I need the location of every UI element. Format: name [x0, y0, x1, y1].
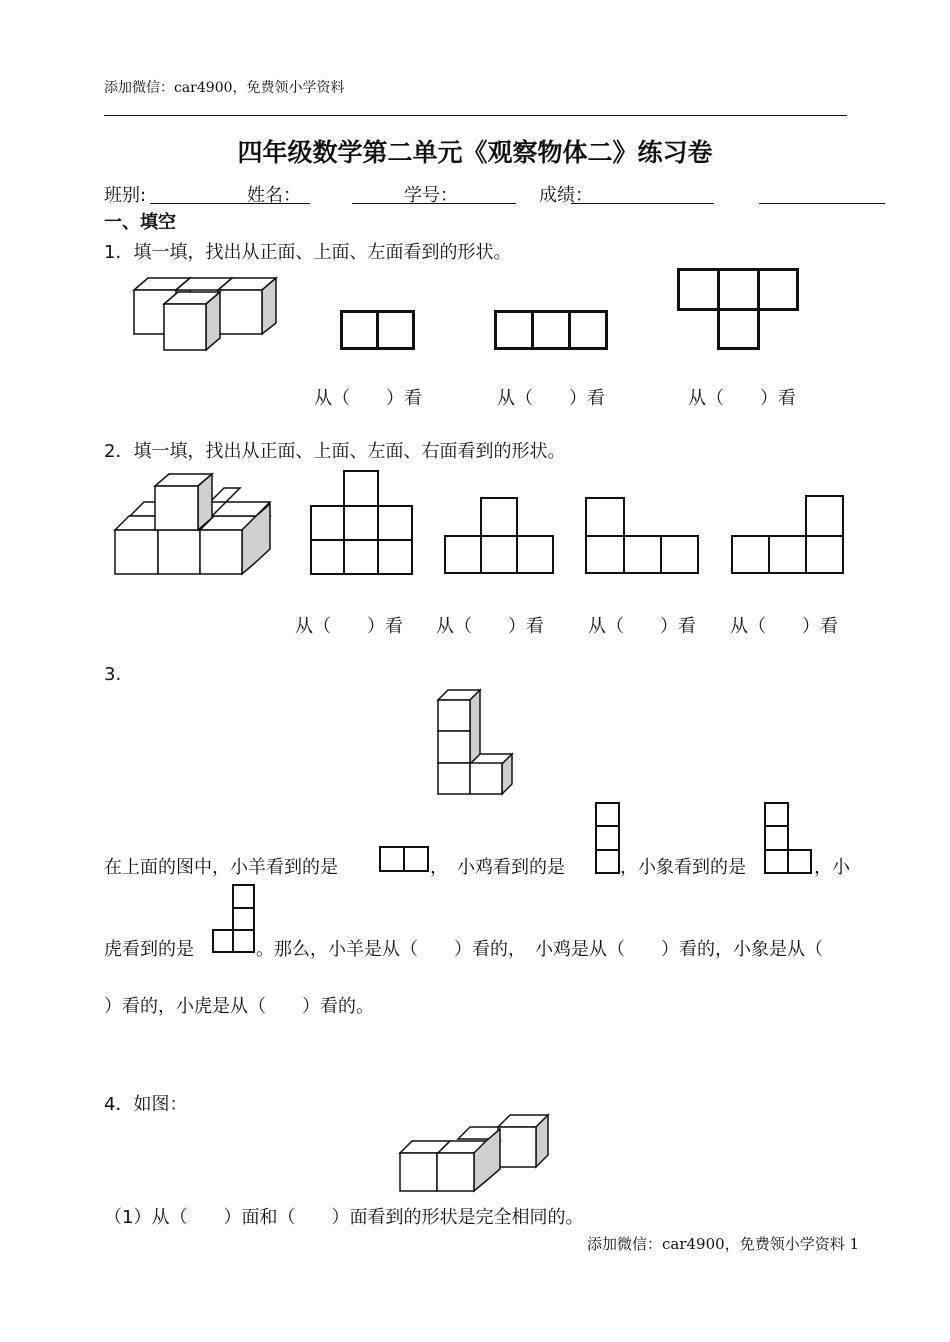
- q2-view-a: [310, 470, 414, 576]
- q2-caption-3: 从（ ）看: [588, 616, 696, 637]
- q3-cube-figure: [436, 688, 516, 798]
- q3-elephant-view: [764, 802, 814, 874]
- q2-cube-figure: [112, 472, 274, 578]
- section-fill-in: 一、填空: [104, 212, 176, 233]
- extra-blank: [759, 203, 885, 204]
- q3-line1-a: 在上面的图中，小羊看到的是: [104, 857, 338, 878]
- q2-text: 2．填一填，找出从正面、上面、左面、右面看到的形状。: [104, 441, 566, 462]
- id-label: 学号：: [404, 185, 458, 206]
- q3-chicken-view: [595, 802, 621, 874]
- q2-caption-2: 从（ ）看: [436, 616, 544, 637]
- footer-note: 添加微信：car4900，免费领小学资料 1: [587, 1235, 860, 1253]
- q4-cube-figure: [398, 1113, 552, 1193]
- page-title: 四年级数学第二单元《观察物体二》练习卷: [237, 138, 713, 167]
- q1-view-b: [494, 310, 608, 350]
- q3-line1-d: ，小: [814, 857, 850, 878]
- q2-caption-4: 从（ ）看: [730, 616, 838, 637]
- q3-line2-a: 虎看到的是: [104, 939, 194, 960]
- header-note: 添加微信：car4900，免费领小学资料: [104, 80, 345, 96]
- score-label: 成绩：: [539, 185, 593, 206]
- q3-tiger-view: [212, 884, 258, 954]
- score-blank: [571, 203, 714, 204]
- q2-view-c: [585, 497, 700, 575]
- q1-text: 1．填一填，找出从正面、上面、左面看到的形状。: [104, 242, 512, 263]
- q1-cube-figure: [130, 274, 285, 354]
- q3-sheep-view: [379, 846, 431, 872]
- q1-view-a: [340, 310, 416, 350]
- q1-caption-1: 从（ ）看: [314, 388, 422, 409]
- q2-view-d: [731, 495, 845, 575]
- name-label: 姓名：: [247, 185, 301, 206]
- class-label: 班别:: [104, 185, 147, 206]
- q2-view-b: [444, 497, 555, 575]
- q1-caption-2: 从（ ）看: [497, 388, 605, 409]
- q3-line1-b: ， 小鸡看到的是: [430, 857, 565, 878]
- q1-caption-3: 从（ ）看: [688, 388, 796, 409]
- q3-line3: ）看的，小虎是从（ ）看的。: [104, 996, 374, 1017]
- q3-number: 3.: [104, 664, 122, 685]
- q4-text: 4．如图：: [104, 1094, 188, 1115]
- q2-caption-1: 从（ ）看: [295, 616, 403, 637]
- q4-sub1: （1）从（ ）面和（ ）面看到的形状是完全相同的。: [104, 1207, 584, 1228]
- q3-line2-b: 。那么，小羊是从（ ）看的， 小鸡是从（ ）看的，小象是从（: [256, 939, 823, 960]
- header-rule: [104, 115, 847, 116]
- q1-view-c: [677, 268, 799, 350]
- q3-line1-c: ，小象看到的是: [620, 857, 746, 878]
